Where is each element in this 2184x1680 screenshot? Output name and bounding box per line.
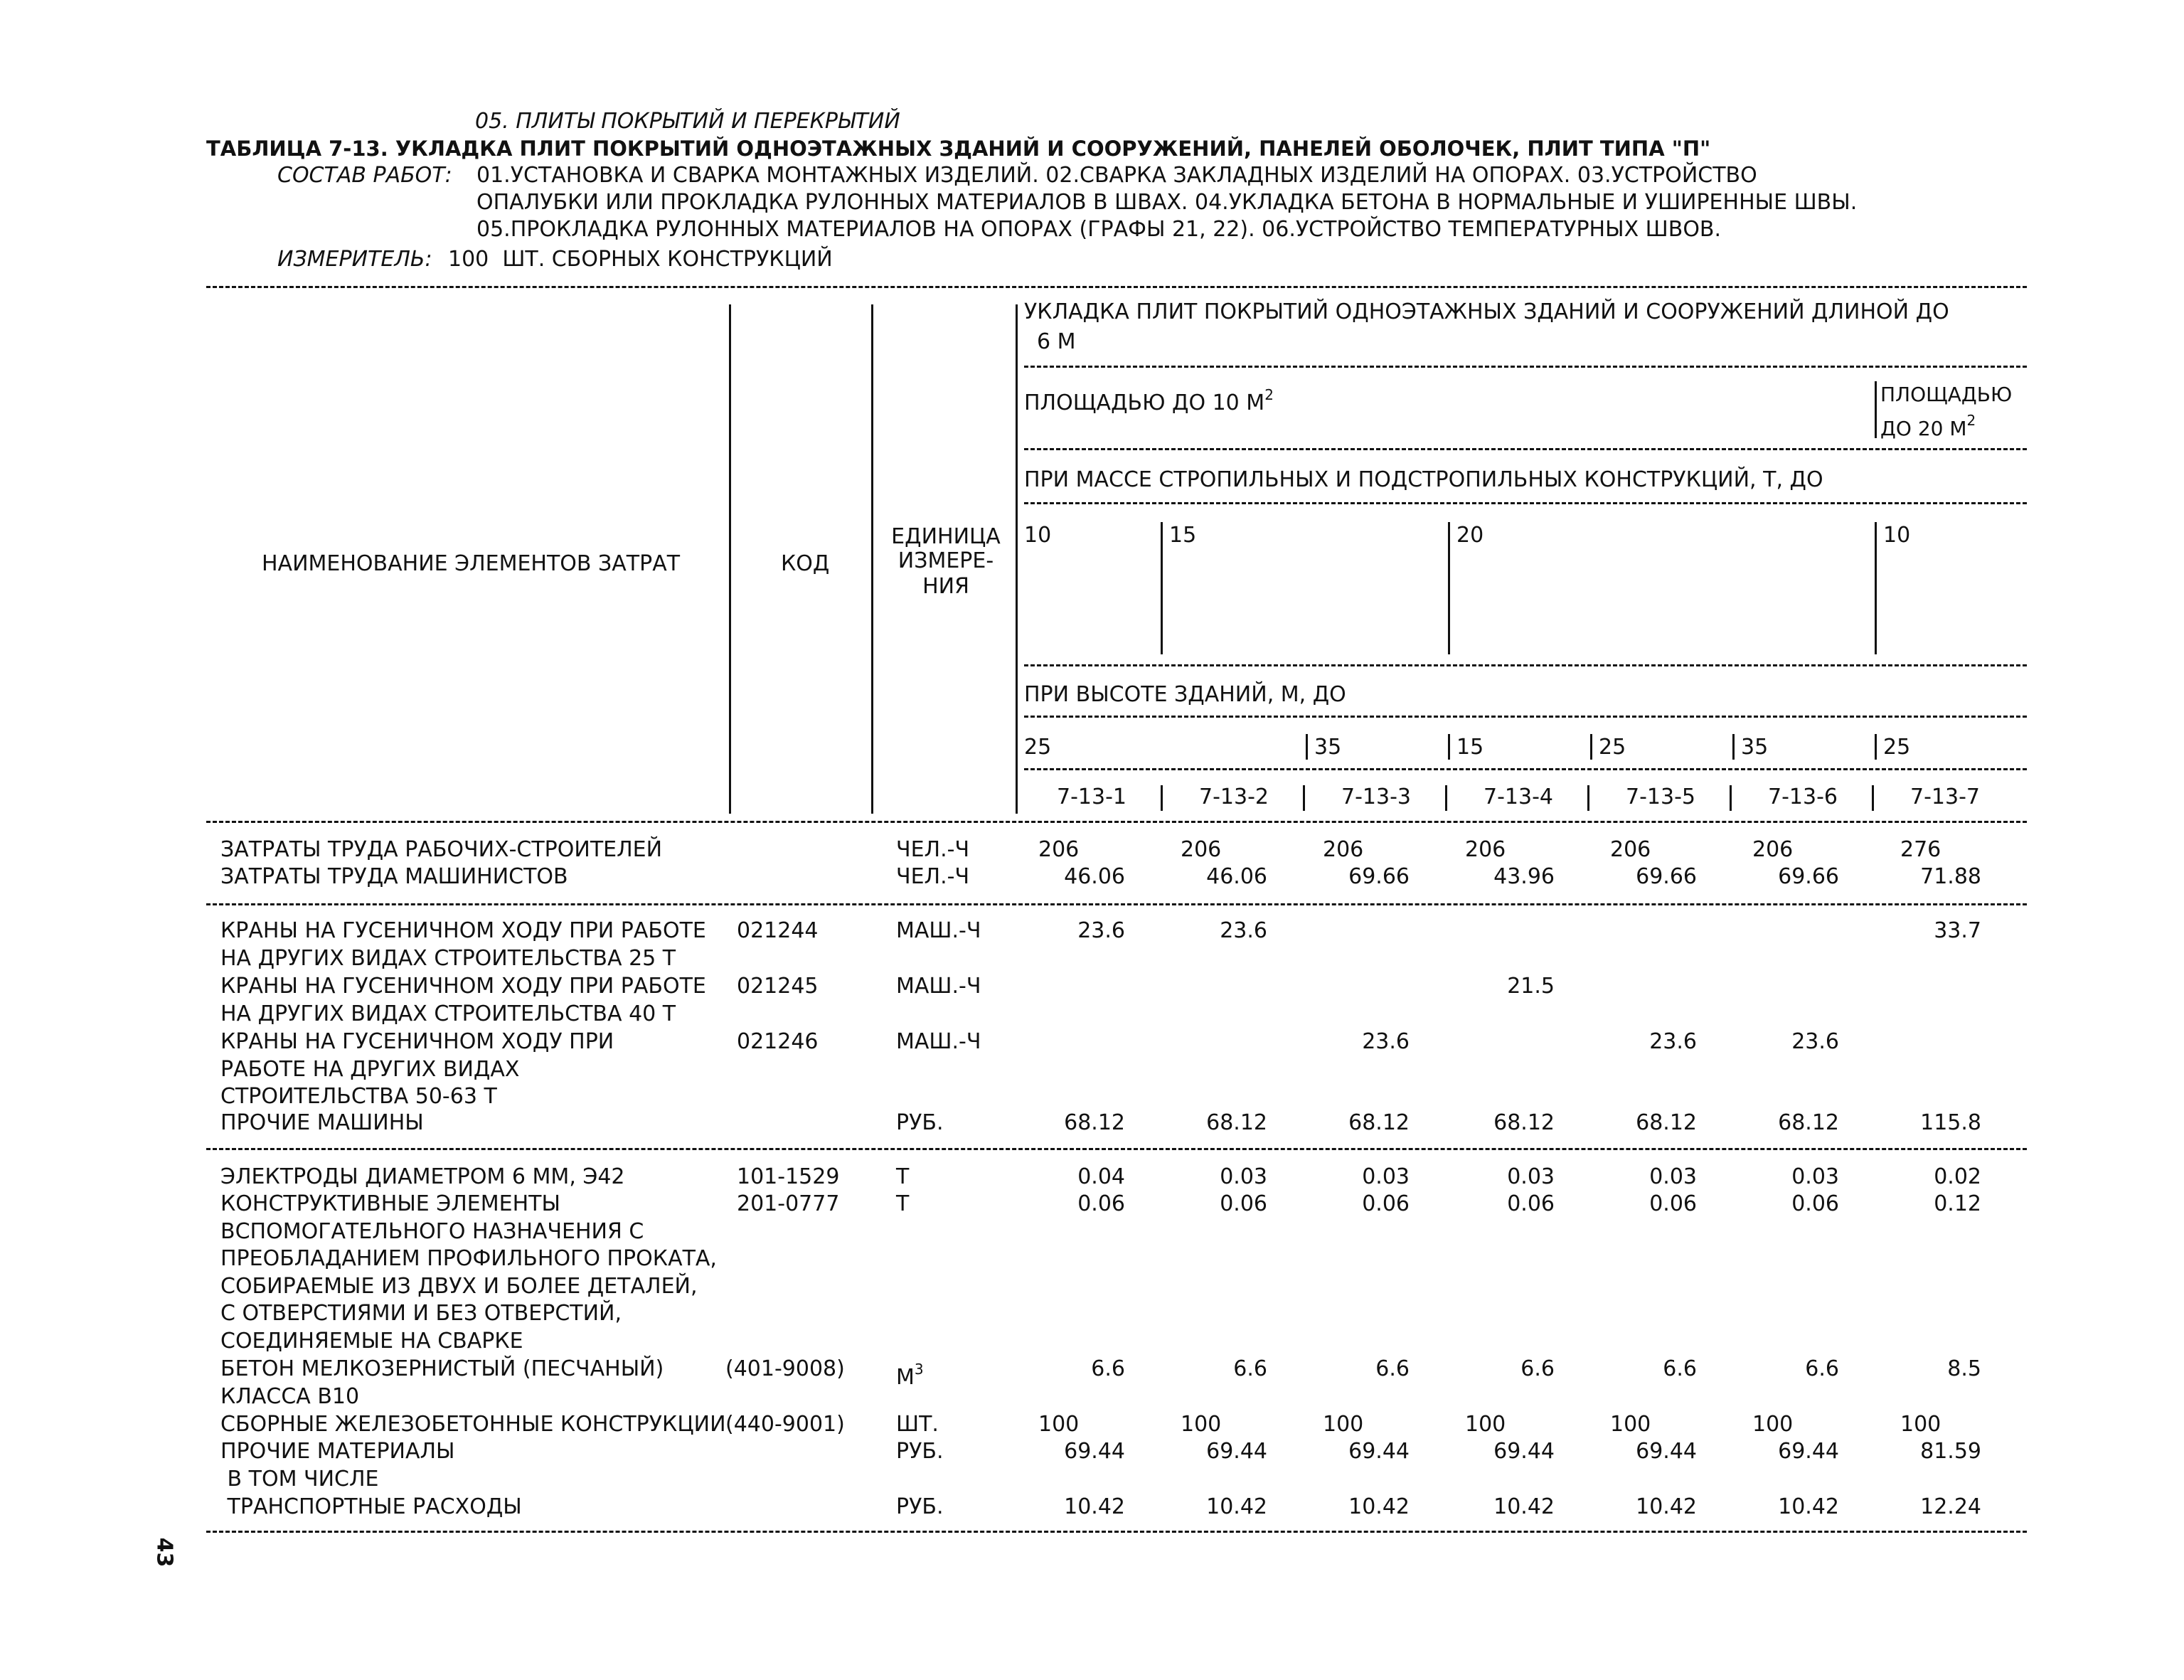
mass-label: ПРИ МАССЕ СТРОПИЛЬНЫХ И ПОДСТРОПИЛЬНЫХ КОНСТРУКЦИЙ, Т, ДО [1024,467,1823,492]
height-value-3: 15 [1456,735,1484,760]
row-value: 10.42 [1778,1494,1839,1519]
page-number: 43 [151,1537,177,1568]
row-value: 6.6 [1375,1356,1410,1381]
row-value: 206 [1610,837,1651,862]
height-value-2: 35 [1314,735,1342,760]
work-line-1: 01.УСТАНОВКА И СВАРКА МОНТАЖНЫХ ИЗДЕЛИЙ. 02.СВАРКА ЗАКЛАДНЫХ ИЗДЕЛИЙ НА ОПОРАХ. 03.УСТРОЙСТВО [476,163,1757,188]
mass-value-3: 20 [1456,523,1484,548]
code-divider [1587,785,1589,811]
row-code: 021246 [737,1029,819,1054]
row-unit-text: МАШ.-Ч [896,974,981,999]
row-value: 69.44 [1636,1439,1697,1464]
row-value: 10.42 [1636,1494,1697,1519]
column-code: 7-13-5 [1626,785,1695,809]
rule-group [1024,366,2027,368]
mass-divider-3 [1875,522,1877,654]
header-unit-2: ИЗМЕРЕ- [897,548,994,573]
row-name: ЗАТРАТЫ ТРУДА РАБОЧИХ-СТРОИТЕЛЕЙ [220,837,663,862]
row-value: 206 [1323,837,1364,862]
row-name: СОБИРАЕМЫЕ ИЗ ДВУХ И БОЛЕЕ ДЕТАЛЕЙ, [220,1273,698,1299]
row-unit [896,1191,909,1218]
row-value: 10.42 [1493,1494,1555,1519]
row-code: 201-0777 [737,1191,840,1216]
rule-area [1024,448,2027,450]
height-divider-2 [1448,734,1450,760]
row-unit-text: РУБ. [896,1494,944,1519]
row-code: 021245 [737,974,819,999]
row-unit-text: МАШ.-Ч [896,1029,981,1054]
row-value: 0.03 [1507,1164,1555,1189]
rule-height [1024,716,2027,718]
row-value: 100 [1752,1412,1794,1437]
row-value: 23.6 [1649,1029,1697,1054]
row-value: 115.8 [1920,1110,1981,1135]
row-value: 100 [1181,1412,1222,1437]
row-unit [896,863,969,890]
row-name: БЕТОН МЕЛКОЗЕРНИСТЫЙ (ПЕСЧАНЫЙ) [220,1356,664,1381]
row-value: 0.06 [1220,1191,1267,1216]
col-divider-area [1875,381,1877,438]
col-divider-unit [1016,304,1018,814]
row-name: НА ДРУГИХ ВИДАХ СТРОИТЕЛЬСТВА 25 Т [220,945,676,971]
mass-divider-1 [1161,522,1163,654]
row-value: 206 [1038,837,1080,862]
row-value: 21.5 [1507,974,1555,999]
row-name: СТРОИТЕЛЬСТВА 50-63 Т [220,1084,497,1109]
height-value-6: 25 [1883,735,1911,760]
code-divider [1445,785,1447,811]
row-value: 23.6 [1791,1029,1839,1054]
col-divider-name [729,304,731,814]
row-value: 68.12 [1064,1110,1125,1135]
code-divider [1161,785,1163,811]
row-name: КЛАССА В10 [220,1383,360,1409]
row-name: НА ДРУГИХ ВИДАХ СТРОИТЕЛЬСТВА 40 Т [220,1001,676,1026]
row-value: 69.44 [1064,1439,1125,1464]
header-code: КОД [781,551,830,576]
height-divider-3 [1590,734,1592,760]
height-value-4: 25 [1599,735,1626,760]
row-name: КРАНЫ НА ГУСЕНИЧНОМ ХОДУ ПРИ РАБОТЕ [220,974,706,999]
code-divider [1303,785,1305,811]
table-title: ТАБЛИЦА 7-13. УКЛАДКА ПЛИТ ПОКРЫТИЙ ОДНОЭТАЖНЫХ ЗДАНИЙ И СООРУЖЕНИЙ, ПАНЕЛЕЙ ОБОЛОЧЕК, ПЛИТ ТИПА "П" [206,137,1711,161]
column-code: 7-13-2 [1199,785,1269,809]
row-name: ЗАТРАТЫ ТРУДА МАШИНИСТОВ [220,864,568,889]
row-value: 46.06 [1064,864,1125,889]
area-20-sup: 2 [1966,412,1976,429]
row-value: 100 [1900,1412,1941,1437]
row-value: 8.5 [1947,1356,1981,1381]
area-20-label-1: ПЛОЩАДЬЮ [1880,383,2013,406]
row-unit-text: ЧЕЛ.-Ч [896,864,970,889]
section-title: 05. ПЛИТЫ ПОКРЫТИЙ И ПЕРЕКРЫТИЙ [475,109,900,134]
row-unit [896,1494,944,1521]
area-10-sup: 2 [1264,386,1274,403]
row-unit-sup: 3 [914,1361,924,1378]
row-value: 206 [1465,837,1506,862]
row-name: ПРЕОБЛАДАНИЕМ ПРОФИЛЬНОГО ПРОКАТА, [220,1246,717,1271]
row-value: 68.12 [1636,1110,1697,1135]
area-10-label: ПЛОЩАДЬЮ ДО 10 $М^2$ [1024,386,1274,415]
header-unit-3: НИЯ [922,574,969,599]
row-value: 46.06 [1206,864,1267,889]
row-value: 0.06 [1077,1191,1125,1216]
row-unit-text: РУБ. [896,1439,944,1464]
height-value-5: 35 [1741,735,1769,760]
height-divider-4 [1732,734,1735,760]
row-value: 23.6 [1220,918,1267,943]
meter-value: 100 ШТ. СБОРНЫХ КОНСТРУКЦИЙ [448,247,833,272]
row-value: 0.04 [1077,1164,1125,1189]
row-value: 10.42 [1064,1494,1125,1519]
row-name: ПРОЧИЕ МАТЕРИАЛЫ [220,1439,455,1464]
row-value: 10.42 [1348,1494,1410,1519]
row-value: 0.03 [1362,1164,1410,1189]
mass-value-4: 10 [1883,523,1911,548]
row-value: 12.24 [1920,1494,1981,1519]
column-code: 7-13-6 [1768,785,1838,809]
group-title-line1: УКЛАДКА ПЛИТ ПОКРЫТИЙ ОДНОЭТАЖНЫХ ЗДАНИЙ И СООРУЖЕНИЙ ДЛИНОЙ ДО [1024,299,1949,324]
row-value: 10.42 [1206,1494,1267,1519]
row-code: (440-9001) [725,1412,845,1437]
row-value: 100 [1610,1412,1651,1437]
row-name: ПРОЧИЕ МАШИНЫ [220,1110,424,1135]
row-value: 0.03 [1649,1164,1697,1189]
row-code: 101-1529 [737,1164,840,1189]
height-label: ПРИ ВЫСОТЕ ЗДАНИЙ, М, ДО [1024,682,1346,707]
row-value: 81.59 [1920,1439,1981,1464]
height-divider-5 [1875,734,1877,760]
mass-value-1: 10 [1024,523,1052,548]
row-value: 23.6 [1077,918,1125,943]
row-value: 6.6 [1805,1356,1839,1381]
row-value: 276 [1900,837,1941,862]
row-value: 69.66 [1348,864,1410,889]
row-value: 6.6 [1520,1356,1555,1381]
row-value: 0.03 [1220,1164,1267,1189]
row-value: 0.03 [1791,1164,1839,1189]
row-unit-text: ШТ. [896,1412,939,1437]
row-unit-text: МАШ.-Ч [896,918,981,943]
column-code: 7-13-1 [1057,785,1126,809]
row-code: (401-9008) [725,1356,845,1381]
column-code: 7-13-3 [1341,785,1411,809]
row-unit-text: РУБ. [896,1110,944,1135]
row-unit [896,1356,924,1391]
row-unit [896,918,981,945]
rule-height-values [1024,768,2027,770]
row-name: ЭЛЕКТРОДЫ ДИАМЕТРОМ 6 ММ, Э42 [220,1164,625,1189]
row-value: 206 [1181,837,1222,862]
work-line-3: 05.ПРОКЛАДКА РУЛОННЫХ МАТЕРИАЛОВ НА ОПОРАХ (ГРАФЫ 21, 22). 06.УСТРОЙСТВО ТЕМПЕРАТУРНЫХ ШВОВ. [476,217,1722,242]
code-divider [1730,785,1732,811]
row-value: 23.6 [1362,1029,1410,1054]
row-unit [896,1438,944,1465]
row-value: 206 [1752,837,1794,862]
row-name: КОНСТРУКТИВНЫЕ ЭЛЕМЕНТЫ [220,1191,560,1216]
row-unit [896,836,969,863]
row-code: 021244 [737,918,819,943]
col-divider-code [871,304,873,814]
row-value: 69.66 [1778,864,1839,889]
row-unit [896,973,981,1000]
row-value: 0.12 [1934,1191,1981,1216]
row-value: 69.44 [1206,1439,1267,1464]
row-value: 100 [1038,1412,1080,1437]
row-value: 6.6 [1663,1356,1697,1381]
row-value: 6.6 [1091,1356,1125,1381]
row-value: 0.06 [1507,1191,1555,1216]
mass-divider-2 [1448,522,1450,654]
rule-mass-values [1024,664,2027,666]
row-value: 0.06 [1362,1191,1410,1216]
row-unit [896,1110,944,1137]
row-value: 68.12 [1778,1110,1839,1135]
rule-after-labor [206,903,2027,905]
row-name: ТРАНСПОРТНЫЕ РАСХОДЫ [220,1494,522,1519]
row-name: СБОРНЫЕ ЖЕЛЕЗОБЕТОННЫЕ КОНСТРУКЦИИ [220,1412,726,1437]
row-value: 43.96 [1493,864,1555,889]
group-title-line2: 6 М [1037,329,1076,354]
row-value: 68.12 [1348,1110,1410,1135]
row-value: 33.7 [1934,918,1981,943]
height-value-1: 25 [1024,735,1052,760]
table-bottom-rule [206,1531,2027,1533]
row-unit-text: Т [896,1191,910,1216]
table-top-rule [206,286,2027,288]
height-divider-1 [1306,734,1308,760]
column-code: 7-13-7 [1910,785,1980,809]
row-value: 100 [1465,1412,1506,1437]
row-value: 0.02 [1934,1164,1981,1189]
code-divider [1872,785,1874,811]
row-name: КРАНЫ НА ГУСЕНИЧНОМ ХОДУ ПРИ [220,1029,614,1054]
row-value: 6.6 [1233,1356,1267,1381]
row-unit [896,1028,981,1056]
row-unit [896,1411,939,1438]
header-name: НАИМЕНОВАНИЕ ЭЛЕМЕНТОВ ЗАТРАТ [262,551,681,576]
row-value: 0.06 [1649,1191,1697,1216]
row-value: 71.88 [1920,864,1981,889]
row-name: С ОТВЕРСТИЯМИ И БЕЗ ОТВЕРСТИЙ, [220,1301,622,1326]
row-unit-text: ЧЕЛ.-Ч [896,837,970,862]
work-line-2: ОПАЛУБКИ ИЛИ ПРОКЛАДКА РУЛОННЫХ МАТЕРИАЛОВ В ШВАХ. 04.УКЛАДКА БЕТОНА В НОРМАЛЬНЫЕ И УШИРЕННЫЕ ШВЫ. [476,190,1858,215]
table-header-bottom-rule [206,821,2027,823]
row-value: 69.44 [1348,1439,1410,1464]
mass-value-2: 15 [1169,523,1197,548]
row-name: КРАНЫ НА ГУСЕНИЧНОМ ХОДУ ПРИ РАБОТЕ [220,918,706,943]
row-unit-text: М [896,1365,915,1390]
row-value: 100 [1323,1412,1364,1437]
column-code: 7-13-4 [1483,785,1553,809]
row-value: 0.06 [1791,1191,1839,1216]
row-unit-text: Т [896,1164,910,1189]
meter-label: ИЗМЕРИТЕЛЬ: [277,247,432,272]
row-name: РАБОТЕ НА ДРУГИХ ВИДАХ [220,1056,520,1082]
row-unit [896,1164,909,1191]
header-unit-1: ЕДИНИЦА [891,524,1001,549]
rule-after-machines [206,1148,2027,1150]
row-value: 69.44 [1778,1439,1839,1464]
row-name: ВСПОМОГАТЕЛЬНОГО НАЗНАЧЕНИЯ С [220,1218,644,1244]
row-value: 69.66 [1636,864,1697,889]
row-name: СОЕДИНЯЕМЫЕ НА СВАРКЕ [220,1328,523,1354]
row-value: 69.44 [1493,1439,1555,1464]
area-20-label-2: ДО 20 $М^2$ [1880,412,1976,440]
rule-mass [1024,502,2027,504]
row-value: 68.12 [1493,1110,1555,1135]
row-name: В ТОМ ЧИСЛЕ [220,1466,379,1492]
work-label: СОСТАВ РАБОТ: [277,163,452,188]
row-value: 68.12 [1206,1110,1267,1135]
